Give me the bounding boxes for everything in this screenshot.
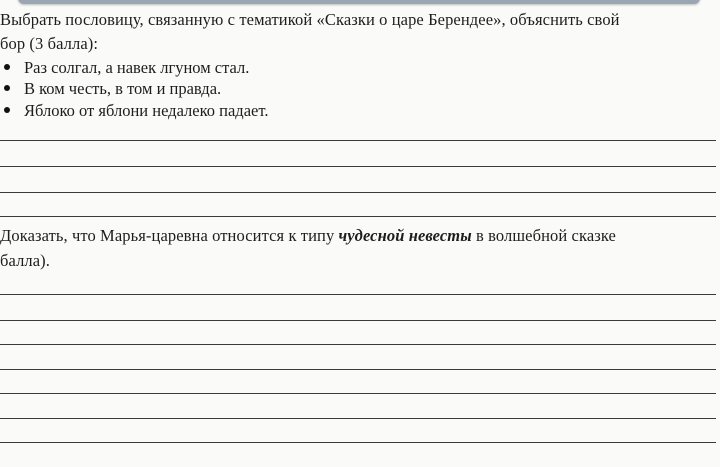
task2-text-after: в волшебной сказке <box>471 226 616 245</box>
answer-line[interactable] <box>0 166 716 167</box>
bullet-icon <box>4 85 10 91</box>
task2-line2: балла). <box>0 251 50 270</box>
answer-line[interactable] <box>0 344 716 345</box>
header-band <box>18 0 700 4</box>
proverb-item-3 <box>4 101 268 121</box>
answer-line[interactable] <box>0 216 716 217</box>
task2-line1 <box>0 226 616 246</box>
task2-emphasis: чудесной невесты <box>338 226 472 245</box>
proverb-item-1 <box>4 58 249 78</box>
answer-line[interactable] <box>0 418 716 419</box>
proverb-text: Яблоко от яблони недалеко падает. <box>24 101 269 120</box>
task2-text-before: Доказать, что Марья-царевна относится к типу <box>0 226 339 245</box>
answer-line[interactable] <box>0 393 716 394</box>
proverb-text: В ком честь, в том и правда. <box>24 79 222 98</box>
task1-line1: Выбрать пословицу, связанную с тематикой «Сказки о царе Берендее», объяснить свой <box>0 10 620 29</box>
answer-line[interactable] <box>0 192 716 193</box>
proverb-text: Раз солгал, а навек лгуном стал. <box>24 58 250 77</box>
bullet-icon <box>4 107 10 113</box>
bullet-icon <box>4 64 10 70</box>
answer-line[interactable] <box>0 369 716 370</box>
answer-line[interactable] <box>0 320 716 321</box>
task1-line2: бор (3 балла): <box>0 34 99 53</box>
answer-line[interactable] <box>0 140 716 141</box>
answer-line[interactable] <box>0 442 716 443</box>
answer-line[interactable] <box>0 294 716 295</box>
proverb-item-2 <box>4 79 221 99</box>
